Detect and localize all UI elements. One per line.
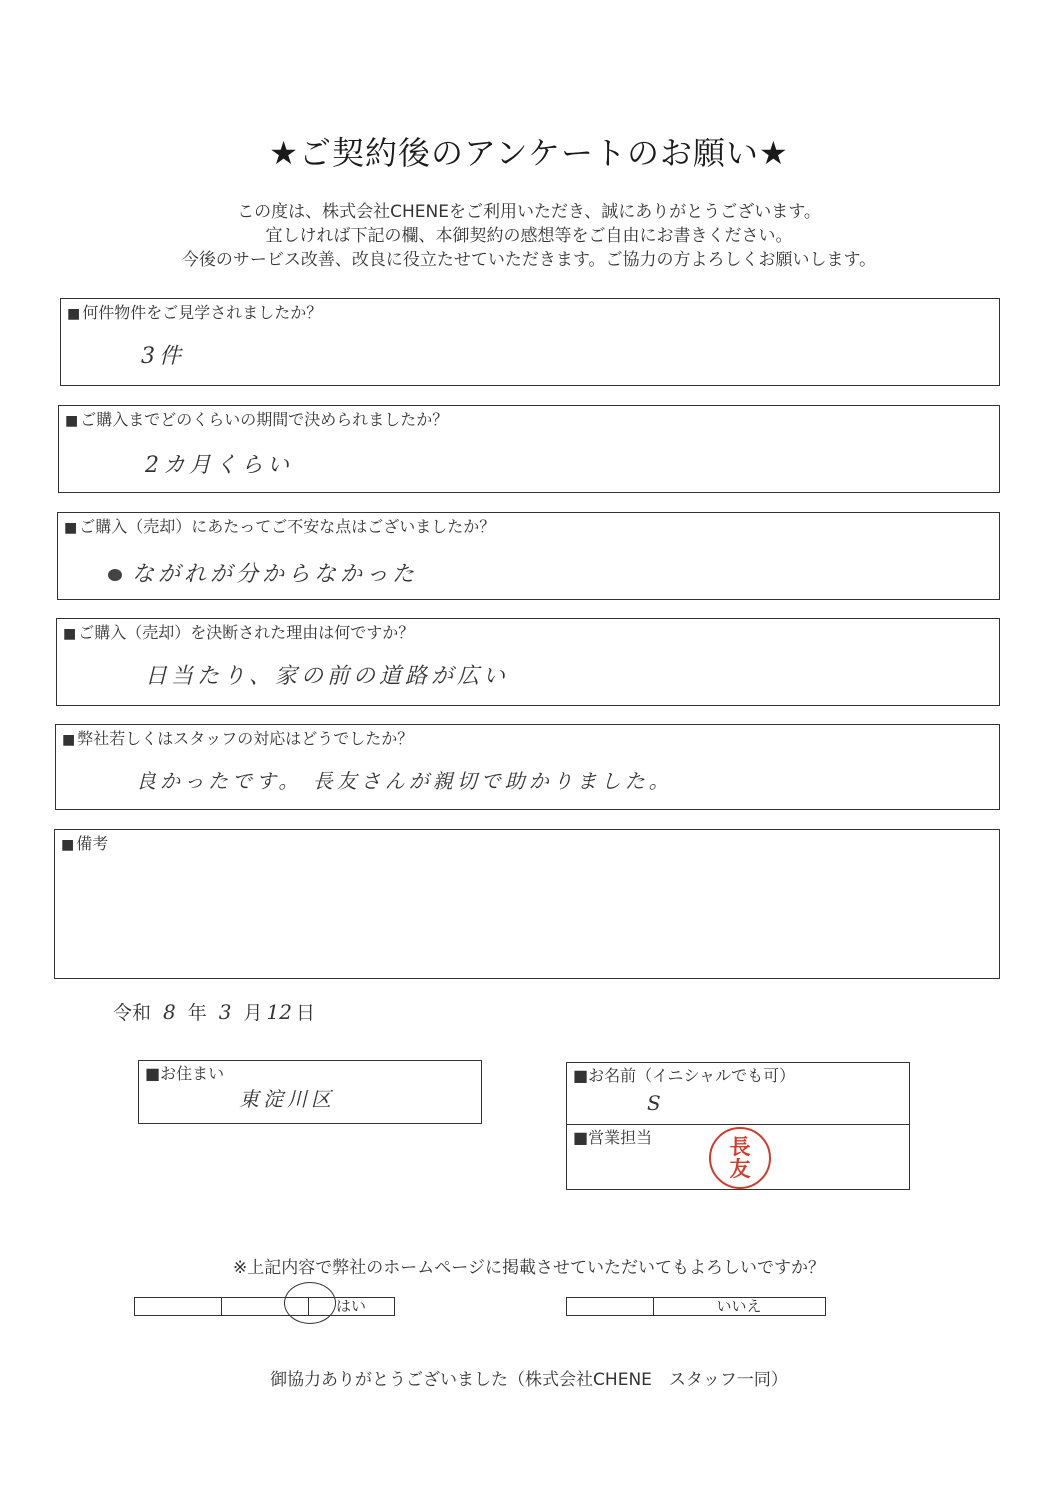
date-year-unit: 年 [187, 1002, 207, 1024]
question-box-remarks [54, 829, 1000, 979]
name-value[interactable]: S [647, 1091, 665, 1115]
bullet-square-icon: ■ [65, 413, 79, 429]
answer-text[interactable]: 3件 [141, 344, 185, 369]
address-label: お住まい [160, 1064, 225, 1083]
bullet-square-icon: ■ [67, 306, 81, 322]
bullet-square-icon: ■ [145, 1064, 161, 1083]
answer-text[interactable]: 良かったです。 長友さんが親切で助かりました。 [136, 769, 673, 793]
bullet-square-icon: ■ [63, 626, 77, 642]
scribble-mark [108, 569, 122, 581]
question-label: ご購入（売却）にあたってご不安な点はございましたか？ [79, 517, 496, 536]
question-label: ご購入（売却）を決断された理由は何ですか？ [78, 623, 415, 642]
question-label: 備考 [76, 834, 109, 853]
page-title: ★ご契約後のアンケートのお願い★ [269, 134, 789, 172]
hanko-stamp [709, 1127, 771, 1189]
question-box-reason [56, 618, 1000, 706]
date-month-unit: 月 [243, 1002, 263, 1024]
question-label: ご購入までどのくらいの期間で決められましたか？ [80, 410, 449, 429]
question-box-concerns [57, 512, 1000, 600]
bullet-square-icon: ■ [573, 1066, 589, 1085]
sales-label: 営業担当 [588, 1128, 653, 1147]
name-label: お名前（イニシャルでも可） [588, 1066, 796, 1085]
date-day: 12 [266, 1000, 292, 1024]
bullet-square-icon: ■ [573, 1128, 589, 1147]
answer-text[interactable]: 2カ月くらい [145, 453, 293, 478]
stamp-char: 長 [729, 1134, 751, 1159]
footer-thanks: 御協力ありがとうございました（株式会社CHENE スタッフ一同） [270, 1370, 788, 1390]
date-day-unit: 日 [295, 1002, 315, 1024]
question-box-period [58, 405, 1000, 493]
consent-question: ※上記内容で弊社のホームページに掲載させていただいてもよろしいですか？ [233, 1258, 825, 1278]
stamp-char: 友 [729, 1156, 751, 1181]
date-era: 令和 [113, 1002, 152, 1024]
bullet-square-icon: ■ [62, 732, 76, 748]
intro-line: 今後のサービス改善、改良に役立たせていただきます。ご協力の方よろしくお願いします。 [181, 250, 877, 270]
date-month: 3 [218, 1000, 232, 1024]
no-choice-row [566, 1297, 826, 1316]
bullet-square-icon: ■ [61, 837, 75, 853]
name-box [566, 1062, 910, 1126]
answer-text[interactable]: 日当たり、家の前の道路が広い [145, 664, 510, 689]
yes-option[interactable]: はい [335, 1297, 366, 1315]
question-label: 弊社若しくはスタッフの対応はどうでしたか？ [77, 729, 414, 748]
question-box-staff [55, 724, 1000, 810]
date-year: 8 [163, 1000, 176, 1024]
no-option[interactable]: いいえ [716, 1297, 762, 1315]
answer-text: ながれが分からなかった [132, 562, 419, 587]
intro-line: 宜しければ下記の欄、本御契約の感想等をご自由にお書きください。 [265, 226, 793, 246]
intro-text [0, 200, 1058, 272]
question-box-viewings [60, 298, 1000, 386]
intro-line: この度は、株式会社CHENEをご利用いただき、誠にありがとうございます。 [237, 202, 821, 222]
yes-choice-row [134, 1297, 395, 1316]
address-value[interactable]: 東淀川区 [239, 1087, 335, 1111]
address-box [138, 1060, 482, 1124]
date-line[interactable] [113, 998, 315, 1025]
bullet-square-icon: ■ [64, 520, 78, 536]
question-label: 何件物件をご見学されましたか？ [82, 303, 323, 322]
selected-circle [284, 1282, 336, 1324]
